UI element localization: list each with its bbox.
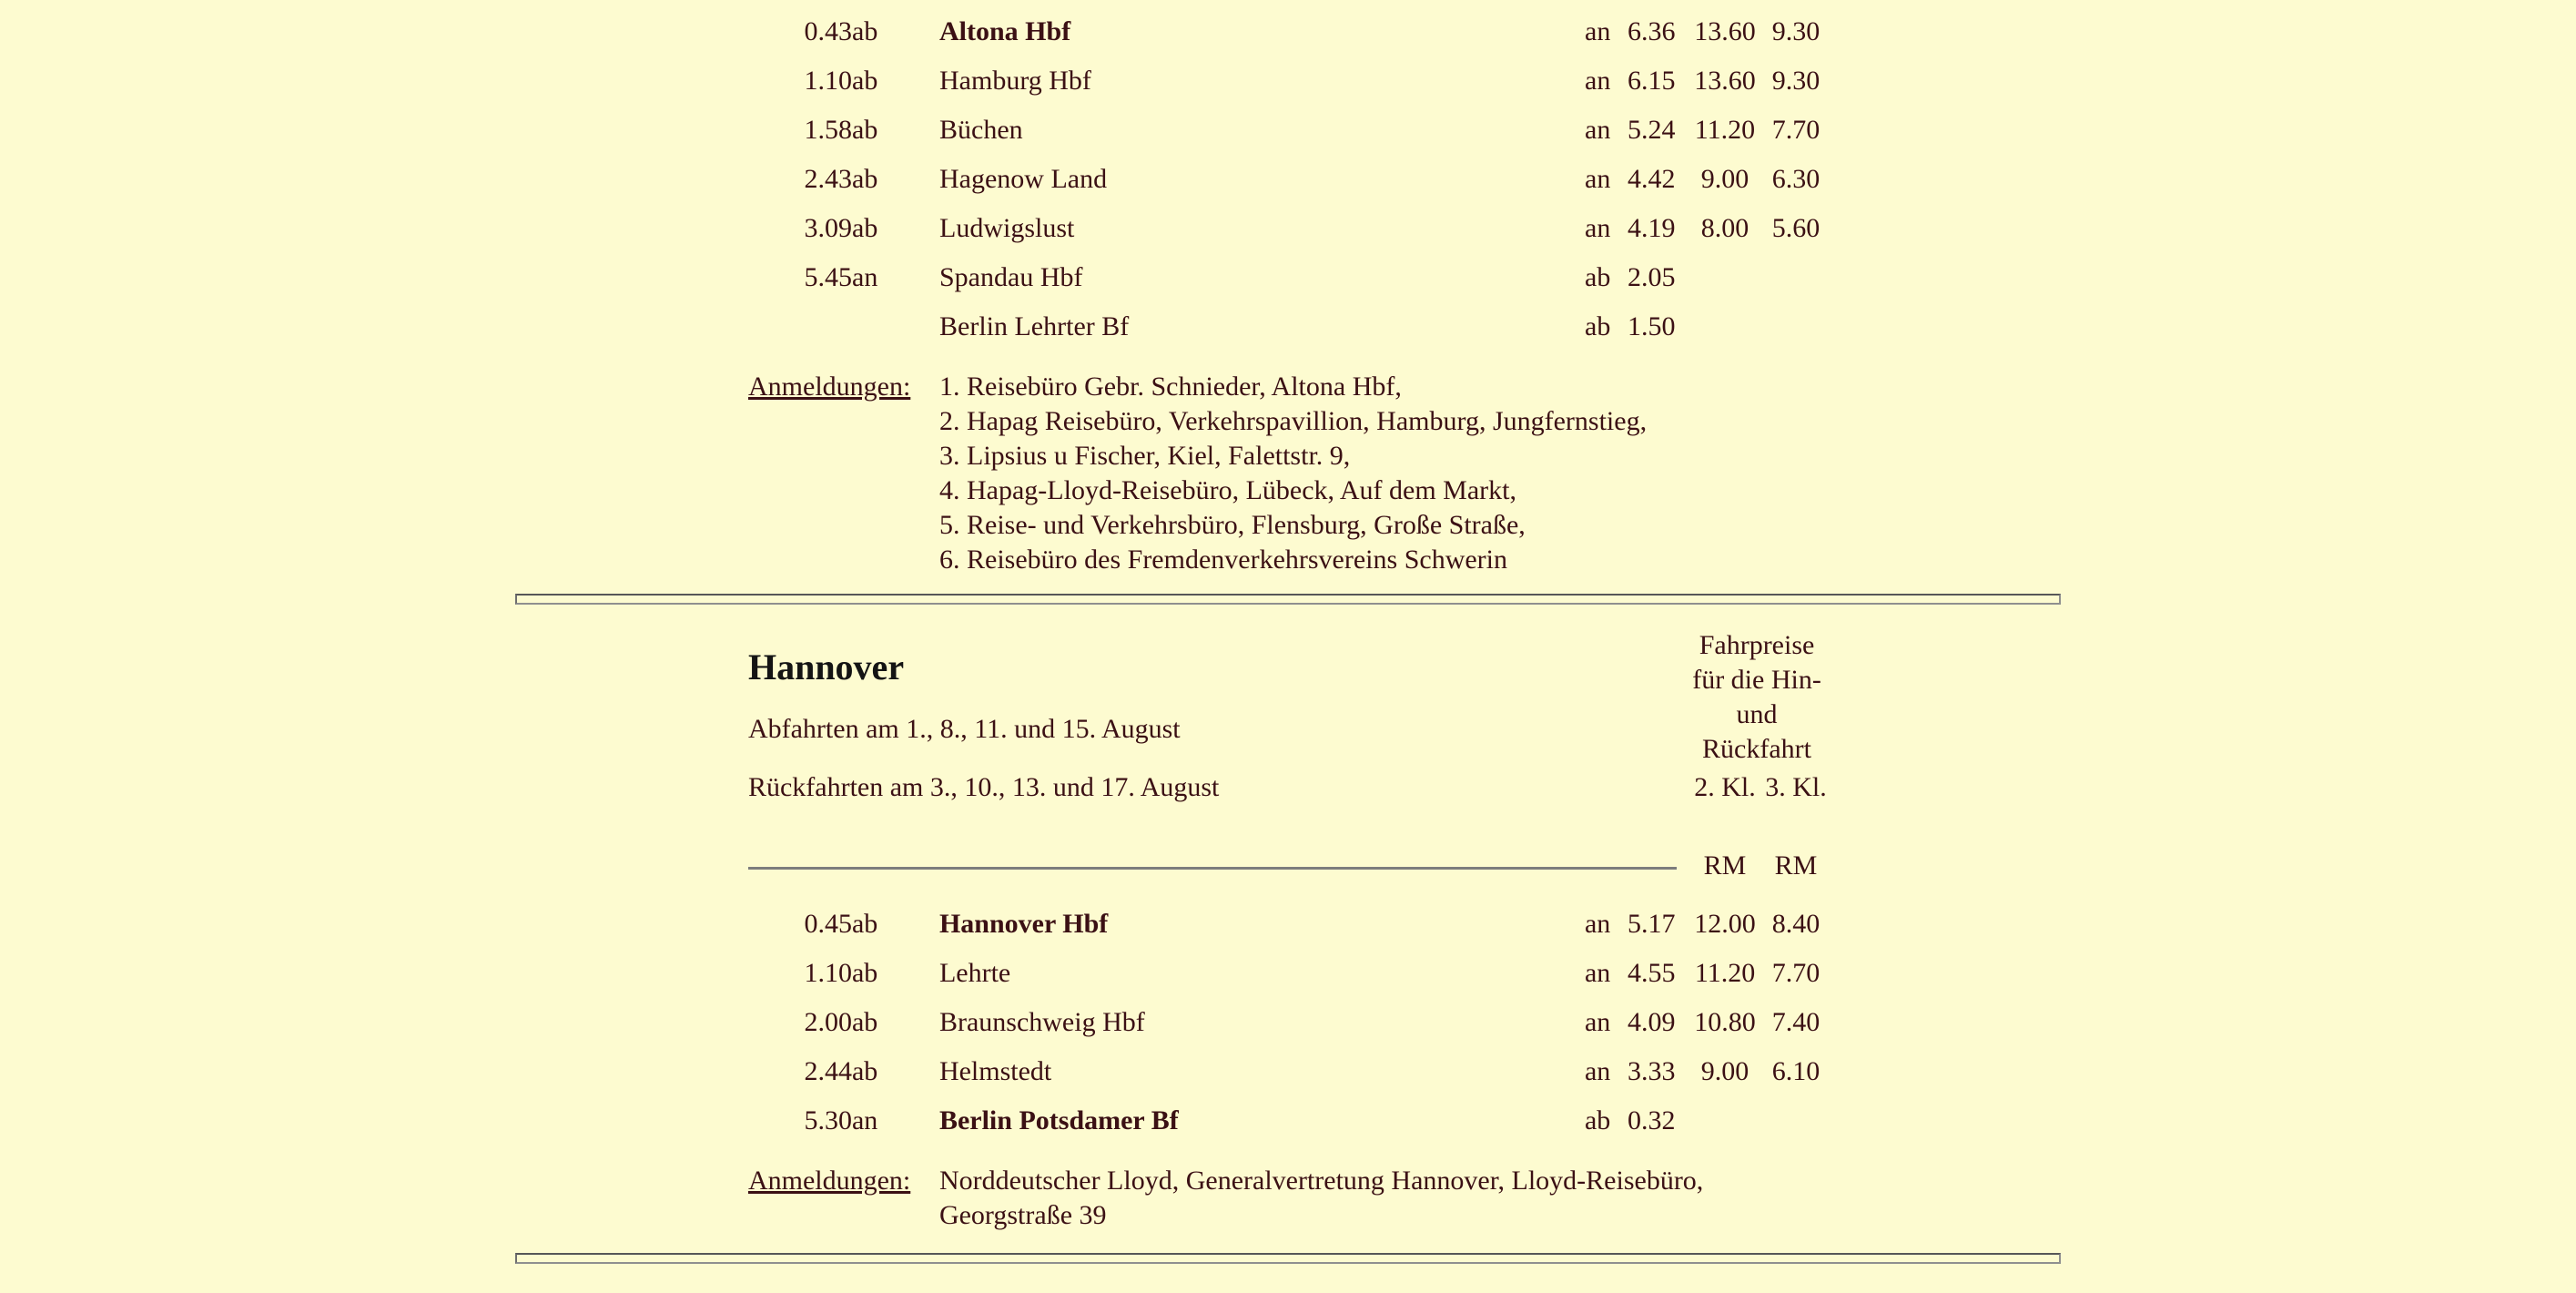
departure-time: 1.58: [804, 115, 852, 145]
timetable-row: [748, 204, 1828, 253]
arrival-direction-label: an: [1585, 115, 1611, 145]
departure-time: 1.10: [804, 958, 852, 988]
fares-header: Fahrpreise für die Hin- und Rückfahrt: [1692, 630, 1821, 764]
class-header-row: [748, 770, 1828, 849]
direction-label: [852, 302, 939, 351]
anmeldungen-list: [939, 1145, 1828, 1233]
departure-time: [748, 302, 852, 351]
station-name: Ludwigslust: [939, 213, 1075, 243]
fare-2nd-class: 11.20: [1694, 115, 1756, 145]
departure-direction-label: ab: [1584, 1105, 1611, 1135]
arrival-time: 6.15: [1628, 66, 1676, 96]
station-name: Spandau Hbf: [939, 262, 1083, 292]
departure-time: 2.44: [804, 1056, 852, 1086]
arrival-direction-label: an: [1585, 164, 1611, 194]
station-name: Berlin Potsdamer Bf: [938, 1105, 1179, 1135]
section-header-row: [748, 628, 1828, 770]
direction-label: ab: [852, 16, 878, 46]
timetable-row: [748, 900, 1828, 949]
header-rule: [748, 867, 1677, 870]
fare-3rd-class: 8.40: [1771, 909, 1820, 939]
arrival-direction-label: an: [1584, 1007, 1611, 1037]
fare-2nd-class: 11.20: [1694, 958, 1756, 988]
section-title: Hannover: [747, 646, 905, 687]
arrival-time: 6.36: [1628, 16, 1676, 46]
arrival-time: 4.55: [1627, 958, 1676, 988]
station-name: Büchen: [939, 115, 1023, 145]
direction-label: an: [852, 262, 878, 292]
station-name: Braunschweig Hbf: [938, 1007, 1145, 1037]
fare-3rd-class: 6.30: [1771, 164, 1820, 194]
timetable-row: [748, 302, 1828, 351]
anmeldung-line: Norddeutscher Lloyd, Generalvertretung Hannover, Lloyd-Reisebüro,: [938, 1166, 1704, 1196]
departure-direction-label: ab: [1585, 262, 1611, 292]
direction-label: ab: [851, 909, 878, 939]
direction-label: ab: [851, 958, 878, 988]
fare-2nd-class: [1686, 302, 1764, 351]
section-header-cell: [748, 628, 1686, 770]
direction-label: an: [851, 1105, 878, 1135]
anmeldungen-row: [748, 1145, 1828, 1233]
timetable-row: [748, 998, 1828, 1047]
arrival-time-left: 5.30: [804, 1105, 852, 1135]
fare-3rd-class: [1764, 302, 1828, 351]
station-name: Helmstedt: [938, 1056, 1052, 1086]
departure-time-right: 0.32: [1627, 1105, 1676, 1135]
anmeldung-line: 3. Lipsius u Fischer, Kiel, Falettstr. 9,: [939, 441, 1351, 471]
section-divider: [515, 594, 2061, 605]
arrival-time: 5.17: [1627, 909, 1676, 939]
fare-2nd-class: 10.80: [1694, 1007, 1756, 1037]
arrival-time: 4.19: [1628, 213, 1676, 243]
departure-time: 0.43: [804, 16, 852, 46]
anmeldungen-row: [748, 351, 1828, 577]
anmeldung-line: 2. Hapag Reisebüro, Verkehrspavillion, Hamburg, Jungfernstieg,: [939, 406, 1648, 436]
arrival-time: 5.24: [1628, 115, 1676, 145]
fare-2nd-class: 13.60: [1694, 66, 1756, 96]
hannover-timetable: [748, 628, 1828, 1233]
fare-3rd-class: 6.10: [1771, 1056, 1820, 1086]
anmeldung-line: Georgstraße 39: [938, 1200, 1107, 1230]
timetable-row: [748, 155, 1828, 204]
station-name: Lehrte: [938, 958, 1011, 988]
departure-time: 1.10: [804, 66, 852, 96]
fare-3rd-class: 7.40: [1771, 1007, 1820, 1037]
class-3-header: 3. Kl.: [1765, 772, 1827, 802]
fare-2nd-class: 12.00: [1694, 909, 1756, 939]
fare-3rd-class: 5.60: [1771, 213, 1820, 243]
departure-time-right: 1.50: [1628, 311, 1676, 341]
departure-time: 3.09: [804, 213, 852, 243]
departures-line: Abfahrten am 1., 8., 11. und 15. August: [747, 714, 1181, 744]
departure-time-right: 2.05: [1628, 262, 1676, 292]
hamburg-timetable: [748, 7, 1828, 577]
timetable-row: [748, 56, 1828, 106]
fare-2nd-class: 9.00: [1700, 1056, 1749, 1086]
anmeldung-line: 1. Reisebüro Gebr. Schnieder, Altona Hbf,: [939, 372, 1402, 402]
departure-time: 2.43: [804, 164, 852, 194]
arrival-direction-label: an: [1584, 1056, 1611, 1086]
station-name: Berlin Lehrter Bf: [939, 311, 1130, 341]
fare-2nd-class: 9.00: [1700, 164, 1749, 194]
returns-line: Rückfahrten am 3., 10., 13. und 17. August: [747, 772, 1220, 802]
class-2-header: 2. Kl.: [1694, 772, 1756, 802]
timetable-row: [748, 7, 1828, 56]
direction-label: ab: [851, 1007, 878, 1037]
anmeldungen-label: Anmeldungen:: [747, 1166, 911, 1196]
timetable-row: [748, 253, 1828, 302]
fare-2nd-class: 8.00: [1700, 213, 1749, 243]
departure-time: 0.45: [804, 909, 852, 939]
rule-cell: [748, 849, 1686, 900]
arrival-time: 3.33: [1627, 1056, 1676, 1086]
fare-3rd-class: 9.30: [1771, 66, 1820, 96]
arrival-time-left: 5.45: [804, 262, 852, 292]
arrival-time: 4.09: [1627, 1007, 1676, 1037]
currency-label-3rd: RM: [1774, 850, 1818, 881]
fare-3rd-class: [1764, 1096, 1828, 1145]
timetable-row: [748, 949, 1828, 998]
direction-label: ab: [852, 213, 878, 243]
arrival-direction-label: an: [1585, 16, 1611, 46]
fare-2nd-class: [1686, 1096, 1764, 1145]
arrival-direction-label: an: [1584, 909, 1611, 939]
anmeldungen-label: Anmeldungen:: [748, 372, 911, 402]
anmeldung-line: 4. Hapag-Lloyd-Reisebüro, Lübeck, Auf dem Markt,: [939, 475, 1516, 505]
fare-3rd-class: 7.70: [1771, 958, 1820, 988]
station-name: Hannover Hbf: [938, 909, 1109, 939]
direction-label: ab: [852, 164, 878, 194]
direction-label: ab: [852, 115, 878, 145]
fare-3rd-class: [1764, 253, 1828, 302]
fare-3rd-class: 9.30: [1771, 16, 1820, 46]
fare-3rd-class: 7.70: [1771, 115, 1820, 145]
station-name: Hagenow Land: [939, 164, 1108, 194]
arrival-direction-label: an: [1585, 213, 1611, 243]
departure-direction-label: ab: [1585, 311, 1611, 341]
arrival-direction-label: an: [1585, 66, 1611, 96]
fare-2nd-class: [1686, 253, 1764, 302]
direction-label: ab: [852, 66, 878, 96]
currency-header-row: [748, 849, 1828, 900]
direction-label: ab: [851, 1056, 878, 1086]
timetable-row: [748, 1047, 1828, 1096]
section-divider: [515, 1253, 2061, 1264]
timetable-row: [748, 1096, 1828, 1145]
station-name: Altona Hbf: [939, 16, 1071, 46]
station-name: Hamburg Hbf: [939, 66, 1091, 96]
arrival-direction-label: an: [1584, 958, 1611, 988]
anmeldung-line: 6. Reisebüro des Fremdenverkehrsvereins Schwerin: [939, 545, 1507, 575]
timetable-row: [748, 106, 1828, 155]
anmeldungen-list: [939, 351, 1828, 577]
anmeldung-line: 5. Reise- und Verkehrsbüro, Flensburg, Große Straße,: [939, 510, 1526, 540]
timetable-page: [0, 7, 2576, 1293]
currency-label-2nd: RM: [1703, 850, 1747, 881]
arrival-time: 4.42: [1628, 164, 1676, 194]
fare-2nd-class: 13.60: [1694, 16, 1756, 46]
departure-time: 2.00: [804, 1007, 852, 1037]
